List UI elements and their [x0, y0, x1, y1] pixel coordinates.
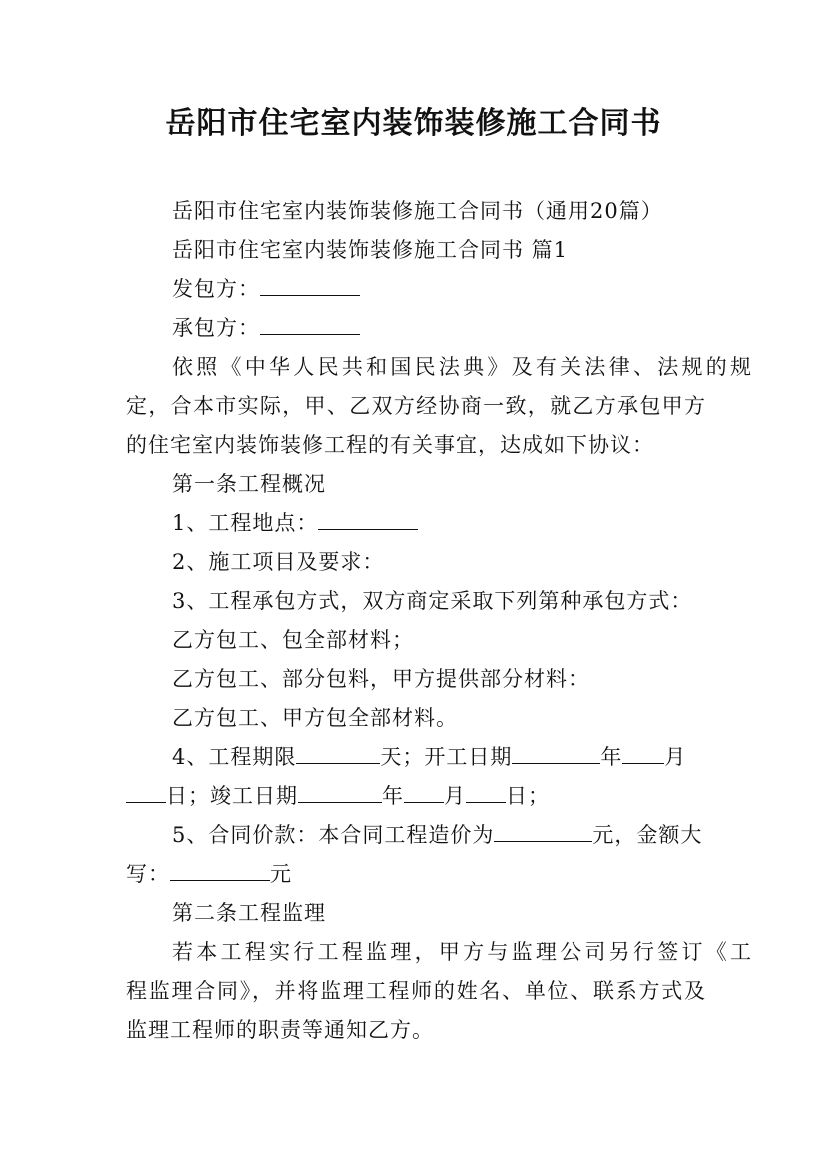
article1-heading: 第一条工程概况 — [172, 472, 326, 496]
article2-line-3: 监理工程师的职责等通知乙方。 — [126, 1018, 434, 1042]
article2-line-2: 程监理合同》，并将监理工程师的姓名、单位、联系方式及 — [126, 979, 706, 1003]
item4-label: 4、工程期限 — [172, 745, 297, 769]
item4-days-text: 天；开工日期 — [380, 745, 513, 769]
item5-line-1 — [126, 816, 752, 854]
item4-end-month-blank — [404, 780, 444, 803]
party-b-line — [126, 309, 752, 347]
option-a: 乙方包工、包全部材料； — [172, 628, 414, 652]
item4-line-1 — [126, 738, 752, 776]
item5-yuan: 元 — [270, 862, 292, 886]
item4-days-blank — [296, 741, 380, 764]
option-b: 乙方包工、部分包料，甲方提供部分材料： — [172, 667, 590, 691]
item4-end-year-blank — [298, 780, 382, 803]
item5-words-blank — [170, 858, 270, 881]
item1-blank — [318, 507, 418, 530]
party-b-blank — [260, 312, 360, 335]
item4-year-text: 年 — [600, 745, 623, 769]
party-b-label: 承包方： — [172, 316, 260, 340]
part-heading: 岳阳市住宅室内装饰装修施工合同书 篇1 — [172, 238, 569, 262]
item4-day2-text: 日； — [506, 784, 550, 808]
party-a-blank — [260, 273, 360, 296]
intro-line-2: 定，合本市实际，甲、乙双方经协商一致，就乙方承包甲方 — [126, 394, 706, 418]
item4-line-2 — [126, 777, 706, 815]
intro-line-3: 的住宅室内装饰装修工程的有关事宜，达成如下协议： — [126, 433, 654, 457]
item4-month-text: 月 — [664, 745, 687, 769]
intro-line-1: 依照《中华人民共和国民法典》及有关法律、法规的规 — [172, 355, 752, 379]
article2-heading: 第二条工程监理 — [172, 901, 326, 925]
item2-line: 2、施工项目及要求： — [172, 550, 385, 574]
item1-label: 1、工程地点： — [172, 511, 319, 535]
item4-day-end-text: 日；竣工日期 — [166, 784, 298, 808]
item4-start-day-blank — [126, 780, 166, 803]
item3-line: 3、工程承包方式，双方商定采取下列第种承包方式： — [172, 589, 693, 613]
party-a-line — [126, 270, 752, 308]
item5-yuan-amount: 元，金额大 — [592, 823, 703, 847]
item4-year2-text: 年 — [382, 784, 404, 808]
item4-start-year-blank — [512, 741, 600, 764]
item4-start-month-blank — [622, 741, 664, 764]
item5-write-label: 写： — [126, 862, 170, 886]
item4-end-day-blank — [466, 780, 506, 803]
item4-month2-text: 月 — [444, 784, 466, 808]
item5-label: 5、合同价款：本合同工程造价为 — [172, 823, 495, 847]
option-c: 乙方包工、甲方包全部材料。 — [172, 706, 458, 730]
item1-line — [126, 504, 752, 542]
document-subtitle: 岳阳市住宅室内装饰装修施工合同书（通用20篇） — [172, 199, 663, 223]
item5-line-2 — [126, 855, 706, 893]
party-a-label: 发包方： — [172, 277, 260, 301]
article2-line-1: 若本工程实行工程监理，甲方与监理公司另行签订《工 — [172, 940, 752, 964]
item5-amount-blank — [494, 819, 592, 842]
document-title: 岳阳市住宅室内装饰装修施工合同书 — [165, 106, 662, 141]
